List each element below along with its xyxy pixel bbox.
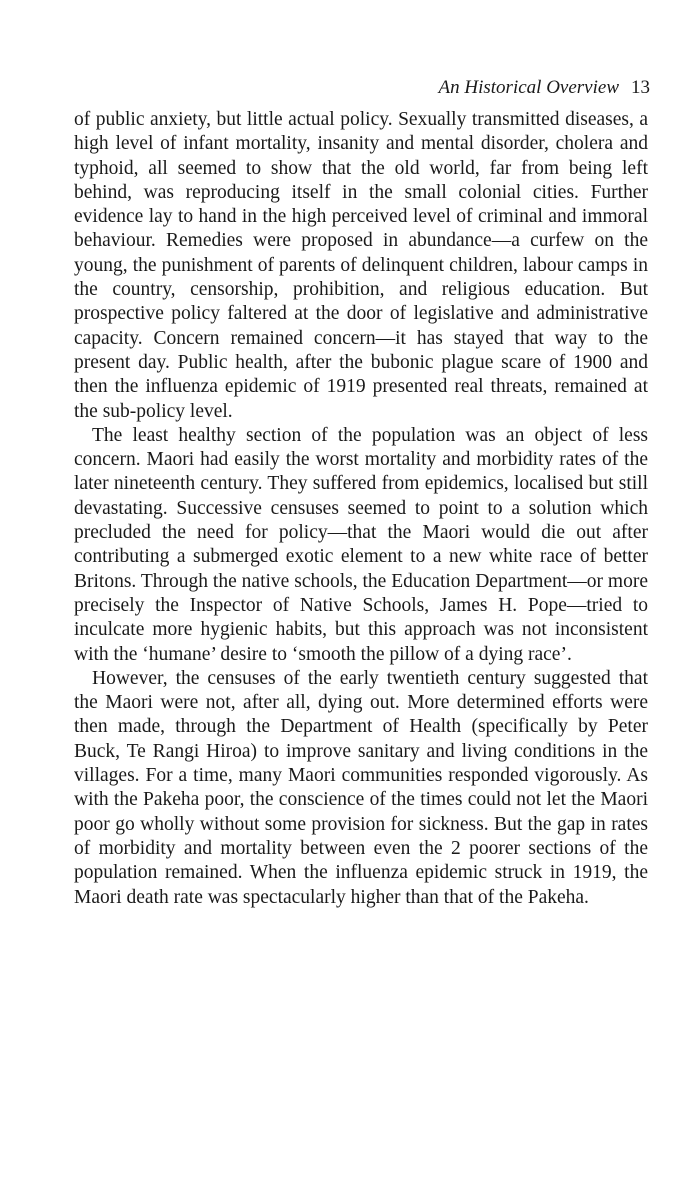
running-title: An Historical Overview [438, 77, 619, 98]
running-head [439, 76, 650, 100]
body-text [74, 108, 648, 910]
paragraph-continued: of public anxiety, but little actual policy. Sexually transmitted diseases, a high level of infant mortality, insanity and mental disorder, cholera and typhoid, all seemed to show that the old world, far from being left behind, was reproducing itself in the small colonial cities. Further evidence lay to hand in the high perceived level of criminal and immoral behaviour. Remedies were proposed in abundance—a curfew on the young, the punishment of parents of delinquent children, labour camps in the country, censorship, prohibition, and religious education. But prospective policy faltered at the door of legislative and administrative capacity. Concern remained concern—it has stayed that way to the present day. Public health, after the bubonic plague scare of 1900 and then the influenza epidemic of 1919 presented real threats, remained at the sub-policy level. [74, 109, 648, 422]
page-number: 13 [631, 77, 650, 98]
paragraph-censuses: However, the censuses of the early twentieth century suggested that the Maori were not, after all, dying out. More determined efforts were then made, through the Department of Health (specifically by Peter Buck, Te Rangi Hiroa) to improve sanitary and living conditions in the villages. For a time, many Maori communities responded vigorously. As with the Pakeha poor, the conscience of the times could not let the Maori poor go wholly without some provision for sickness. But the gap in rates of morbidity and mortality between even the 2 poorer sections of the population remained. When the influenza epidemic struck in 1919, the Maori death rate was spectacularly higher than that of the Pakeha. [74, 667, 648, 908]
paragraph-maori-health: The least healthy section of the population was an object of less concern. Maori had easily the worst mortality and morbidity rates of the later nineteenth century. They suffered from epidemics, localised but still devastating. Successive censuses seemed to point to a solution which precluded the need for policy—that the Maori would die out after contributing a submerged exotic element to a new white race of better Britons. Through the native schools, the Education Department—or more precisely the Inspector of Native Schools, James H. Pope—tried to inculcate more hygienic habits, but this approach was not inconsistent with the ‘humane’ desire to ‘smooth the pillow of a dying race’. [74, 424, 648, 665]
